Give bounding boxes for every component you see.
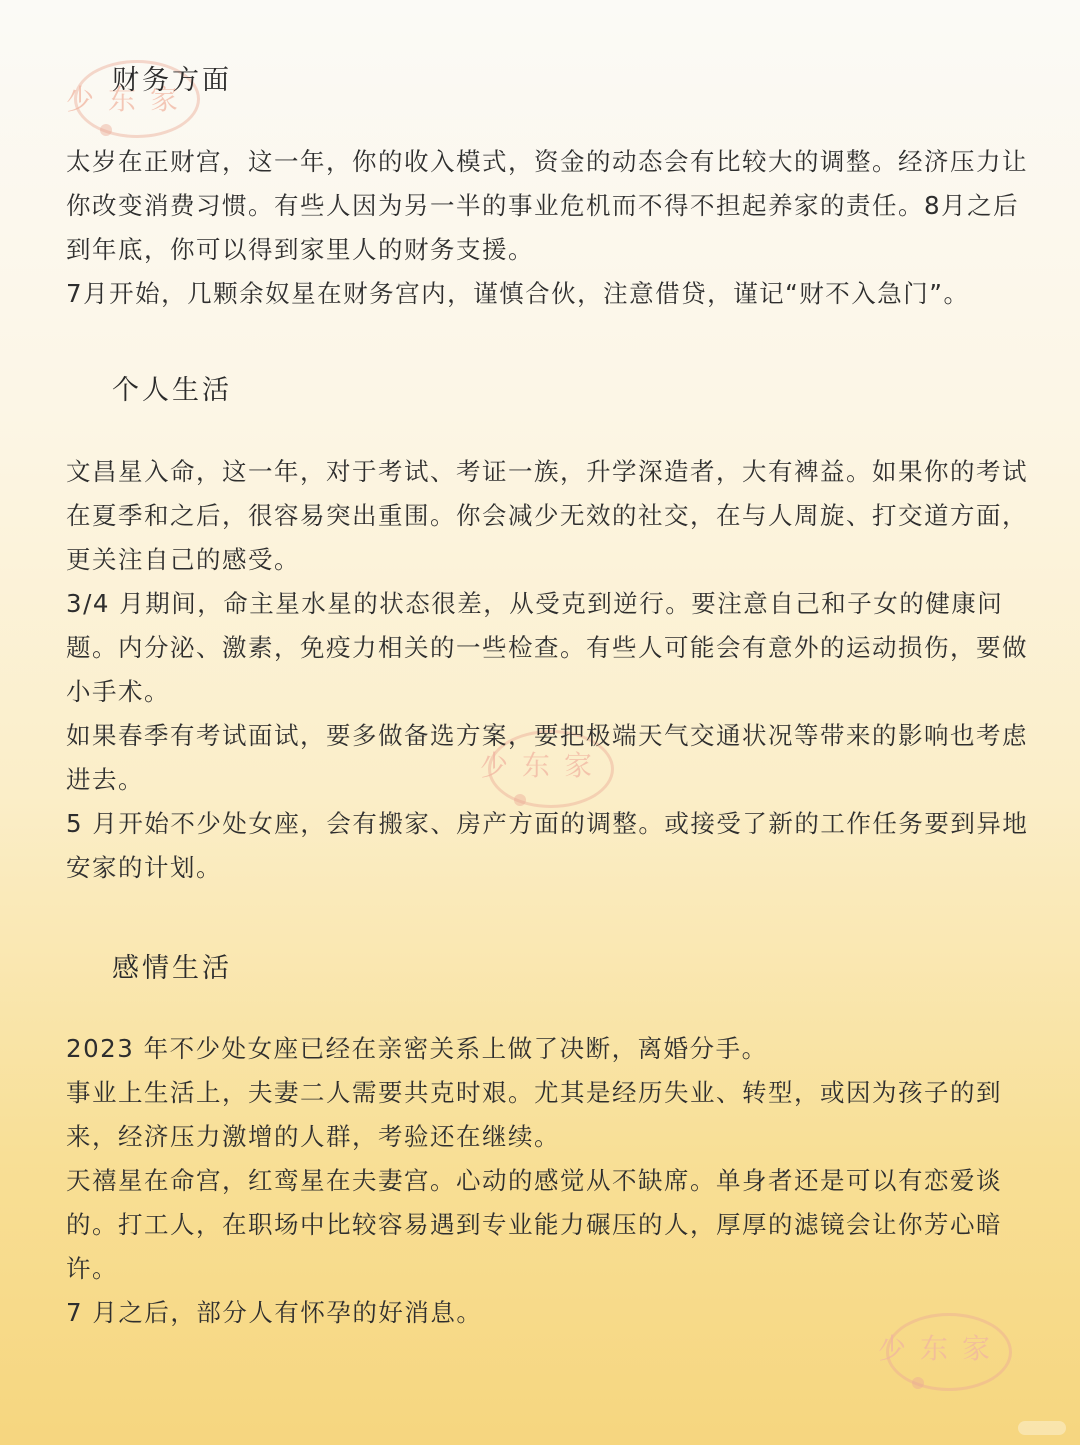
watermark-text: 少东家 <box>878 1332 1005 1365</box>
paragraph: 事业上生活上，夫妻二人需要共克时艰。尤其是经历失业、转型，或因为孩子的到来，经济压力激增的人群，考验还在继续。 <box>66 1078 1002 1151</box>
section-body-love-life <box>66 1027 1041 1335</box>
paragraph: 5 月开始不少处女座，会有搬家、房产方面的调整。或接受了新的工作任务要到异地安家的计划。 <box>66 809 1029 882</box>
paragraph: 7 月之后，部分人有怀孕的好消息。 <box>66 1298 483 1327</box>
section-body-finance <box>66 140 1041 316</box>
section-body-personal-life <box>66 450 1041 890</box>
section-heading-personal-life: 个人生活 <box>112 375 232 406</box>
paragraph: 太岁在正财宫，这一年，你的收入模式，资金的动态会有比较大的调整。经济压力让你改变消费习惯。有些人因为另一半的事业危机而不得不担起养家的责任。8月之后到年底，你可以得到家里人的财务支援。 <box>66 147 1028 264</box>
section-heading-finance: 财务方面 <box>112 65 232 96</box>
paragraph: 3/4 月期间，命主星水星的状态很差，从受克到逆行。要注意自己和子女的健康问题。内分泌、激素，免疫力相关的一些检查。有些人可能会有意外的运动损伤，要做小手术。 <box>66 589 1028 706</box>
section-heading-love-life: 感情生活 <box>112 953 232 984</box>
paragraph: 文昌星入命，这一年，对于考试、考证一族，升学深造者，大有裨益。如果你的考试在夏季和之后，很容易突出重围。你会减少无效的社交，在与人周旋、打交道方面，更关注自己的感受。 <box>66 457 1028 574</box>
corner-badge <box>1018 1421 1066 1435</box>
paragraph: 如果春季有考试面试，要多做备选方案，要把极端天气交通状况等带来的影响也考虑进去。 <box>66 721 1028 794</box>
paragraph: 天禧星在命宫，红鸾星在夫妻宫。心动的感觉从不缺席。单身者还是可以有恋爱谈的。打工人，在职场中比较容易遇到专业能力碾压的人，厚厚的滤镜会让你芳心暗许。 <box>66 1166 1002 1283</box>
watermark-text: 少东家 <box>66 83 193 116</box>
paragraph: 7月开始，几颗余奴星在财务宫内，谨慎合伙，注意借贷，谨记“财不入急门”。 <box>66 279 970 308</box>
paragraph: 2023 年不少处女座已经在亲密关系上做了决断，离婚分手。 <box>66 1034 768 1063</box>
watermark-text: 少东家 <box>480 749 607 782</box>
